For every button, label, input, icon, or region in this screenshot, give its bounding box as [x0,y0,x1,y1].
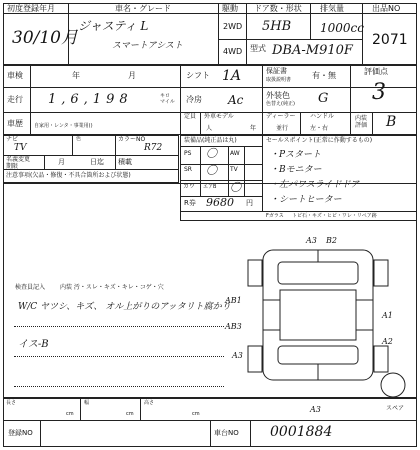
height-label: 高さ [144,400,155,406]
color-no-label: カラーNO [118,136,146,143]
inspector-note-2: イス-B [18,339,49,350]
diagram-label-a1: A1 [382,311,393,320]
mileage-label: 走行 [7,95,23,104]
ac-value: Ac [228,93,244,107]
sales-item-2: ・Bモニター [270,165,322,175]
score-label: 評価点 [364,67,388,76]
inspector-note-1: W/C ヤツシ、キズ、 オル上がりのアッタリト腐かり [18,302,231,312]
first-reg-value: 30/10月 [12,28,78,48]
r-ticket-value: 9680 [206,196,234,209]
capacity-label: 定員 [184,113,197,120]
equipment-title: 装備品(純正品は丸) [184,137,237,144]
sold-month: 月 [58,158,65,166]
model-value: DBA-M910F [272,43,353,58]
listing-no-value: 2071 [372,32,408,48]
diagram-label-a2: A2 [382,337,393,346]
color-no-value: R72 [144,143,163,153]
warranty-sub: 取扱説明書 [266,77,292,83]
ac-label: 冷房 [186,95,202,104]
handle-value: 左・右 [310,125,329,132]
mileage-unit: キロ マイル [160,93,175,105]
notes-label: 注意事項(欠品・修復・不具合箇所および状態) [6,172,131,179]
inspector-options: 内装 汚・スレ・キズ・キレ・コゲ・穴 [60,284,164,291]
car-name-value: ジャスティ L [78,19,149,33]
reg-no-label: 登録NO [8,429,33,437]
diagram-label-b2: B2 [326,236,337,245]
equip-mark-sr: 〇 [206,164,217,177]
color-label: 外装色 [266,91,290,100]
inspector-label: 検査員記入 [15,284,46,291]
sales-item-4: ・シートヒーター [270,195,342,205]
doors-label: ドア数・形状 [254,4,302,13]
nav-value: ナビ [6,136,19,143]
interior-value: B [386,114,397,130]
ext-model-unit: 年 [250,125,257,132]
width-label: 幅 [84,400,90,406]
length-label: 長さ [6,400,17,406]
inspection-year-label: 年 [72,71,80,80]
grade-value: スマートアシスト [112,41,183,51]
loading-label: 積載 [118,158,132,166]
history-label: 車歴 [7,119,23,128]
equip-mark-airbag: エアB [203,184,217,190]
drive-4wd: 4WD [223,47,243,56]
length-unit: cm [66,411,74,417]
handle-label: ハンドル [310,113,335,120]
model-label: 型式 [250,44,266,53]
sold-label: 名義変更 期限 [6,156,31,170]
first-reg-label: 初度登録年月 [7,4,55,13]
warranty-options: 有・無 [312,71,336,80]
displacement-label: 排気量 [320,4,344,13]
color-value: G [318,91,329,106]
mileage-value: 1,6,198 [48,92,133,107]
r-ticket-label: R券 [184,199,196,207]
glass-options: トビ石・キズ・ヒビ・ワレ・リペア跡 [292,213,377,219]
height-unit: cm [192,411,200,417]
color-box-label: 色 [76,136,82,142]
width-unit: cm [126,411,134,417]
shift-value: 1A [222,68,242,84]
sales-item-3: ・左パワスライドドア [270,180,360,190]
sales-title: セールスポイント(正常に作動するもの) [266,137,373,144]
capacity-unit: 人 [206,125,213,132]
score-value: 3 [372,80,386,105]
equip-code-sr: SR [184,166,192,173]
equip-code-airbag-mark: 〇 [230,181,241,194]
dealer-value: 並行 [276,125,289,132]
diagram-label-a3-top: A3 [306,236,317,245]
dealer-label: ディーラー [266,113,296,120]
inspection-label: 車検 [7,71,23,80]
equip-code-tv: TV [230,166,238,173]
diagram-label-a3-bottom: A3 [310,405,321,414]
car-name-label: 車名・グレード [115,4,171,13]
tv-value: TV [14,143,27,153]
equip-mark-ps: 〇 [206,147,217,160]
doors-value: 5HB [262,19,292,34]
chassis-label: 車台NO [214,429,239,437]
diagram-label-ab1: AB1 [225,296,242,305]
displacement-value: 1000cc [320,21,364,35]
shift-label: シフト [186,71,210,80]
warranty-label: 保証書 [266,67,287,75]
chassis-value: 0001884 [270,424,333,440]
ext-model-label: 外車モデル [204,113,234,120]
sales-item-1: ・Pスタート [270,150,322,160]
interior-label: 内装 評価 [355,115,368,130]
glass-label: Fガラス [266,213,284,219]
diagram-label-a3-left: A3 [232,351,243,360]
spare-label: スペア [386,405,405,412]
drive-label: 駆動 [222,4,238,13]
drive-2wd: 2WD [223,22,243,31]
equip-code-aw: AW [230,150,240,157]
inspection-month-label: 月 [128,71,136,80]
listing-no-label: 出品NO [372,4,401,13]
color-sub: 色替え(純正) [266,101,295,107]
r-ticket-unit: 円 [246,199,253,207]
diagram-label-ab3: AB3 [225,322,242,331]
history-sub: 自家用・レンタ・事業用() [34,123,93,129]
sold-day: 日迄 [90,158,104,166]
equip-code-ps: PS [184,150,192,157]
equip-code-kawa: カワ [183,183,196,190]
